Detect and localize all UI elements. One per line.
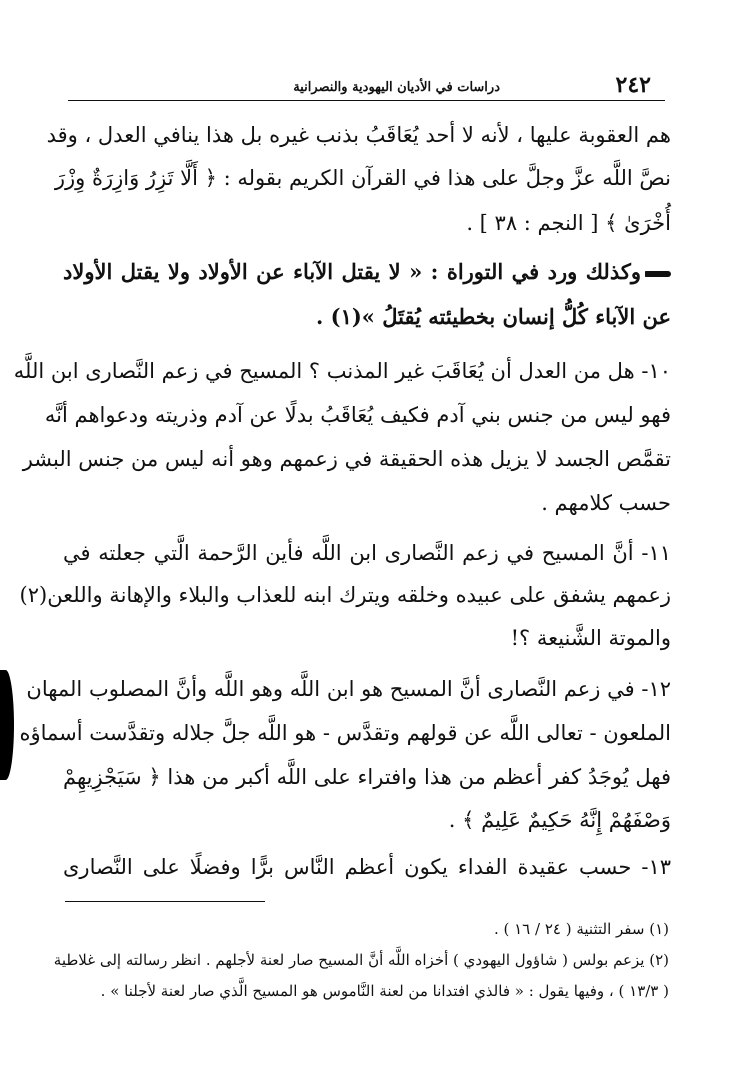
torah-quote-line: [63, 257, 671, 287]
bullet-mark-icon: [645, 271, 671, 277]
body-line: الملعون - تعالى اللَّه عن قولهم وتقدَّس - هو اللَّه جلَّ جلاله وتقدَّست أسماؤه: [19, 721, 671, 745]
body-line: ١١- أنَّ المسيح في زعم النَّصارى ابن اللَّه فأين الرَّحمة الَّتي جعلته في: [63, 541, 671, 565]
body-line: تقمَّص الجسد لا يزيل هذه الحقيقة في زعمهم وهو أنه ليس من جنس البشر: [22, 447, 671, 471]
body-line: ١٢- في زعم النَّصارى أنَّ المسيح هو ابن اللَّه وهو اللَّه وأنَّ المصلوب المهان: [26, 677, 671, 701]
body-line: أُخْرَىٰ ﴾ [ النجم : ٣٨ ] .: [466, 211, 671, 235]
torah-quote-text: وكذلك ورد في التوراة : « لا يقتل الآباء عن الأولاد ولا يقتل الأولاد: [63, 259, 641, 284]
body-line: نصَّ اللَّه عزَّ وجلَّ على هذا في القرآن الكريم بقوله : ﴿ أَلَّا تَزِرُ وَازِرَةٌ وِزْرَ: [54, 166, 671, 190]
body-line: زعمهم يشفق على عبيده وخلقه ويترك ابنه للعذاب والبلاء والإهانة واللعن(٢): [19, 583, 671, 607]
body-line: فهل يُوجَدُ كفر أعظم من هذا وافتراء على اللَّه أكبر من هذا ﴿ سَيَجْزِيهِمْ: [63, 765, 671, 789]
footnote: (٢) يزعم بولس ( شاؤول اليهودي ) أخزاه اللَّه أنَّ المسيح صار لعنة لأجلهم . انظر رسالته إلى غلاطية: [53, 951, 669, 969]
body-line: فهو ليس من جنس بني آدم فكيف يُعَاقَبُ بدلًا عن آدم وذريته ودعواهم أنَّه: [44, 403, 671, 427]
page-header: [68, 68, 665, 101]
body-line: حسب كلامهم .: [541, 491, 671, 515]
running-title: دراسات في الأديان اليهودية والنصرانية: [293, 80, 500, 95]
body-line: عن الآباء كُلُّ إنسان بخطيئته يُقتَلُ »(١) .: [316, 304, 671, 329]
body-line: وَصْفَهُمْ إِنَّهُ حَكِيمٌ عَلِيمٌ ﴾ .: [448, 808, 671, 832]
body-line: والموتة الشَّنيعة ؟!: [510, 626, 671, 650]
page-number: ٢٤٢: [615, 72, 651, 98]
footnote: (١) سفر التثنية ( ٢٤ / ١٦ ) .: [493, 920, 669, 938]
footnote-separator: [65, 901, 265, 902]
body-line: ١٠- هل من العدل أن يُعَاقَبَ غير المذنب ؟ المسيح في زعم النَّصارى ابن اللَّه: [13, 359, 671, 383]
footnote: ( ١٣/٣ ) ، وفيها يقول : « فالذي افتدانا من لعنة النَّاموس هو المسيح الَّذي صار لعنة لأجلنا » .: [100, 982, 669, 1000]
body-line: هم العقوبة عليها ، لأنه لا أحد يُعَاقَبُ بذنب غيره بل هذا ينافي العدل ، وقد: [46, 123, 671, 147]
body-line: ١٣- حسب عقيدة الفداء يكون أعظم النَّاس برًّا وفضلًا على النَّصارى: [63, 855, 671, 879]
